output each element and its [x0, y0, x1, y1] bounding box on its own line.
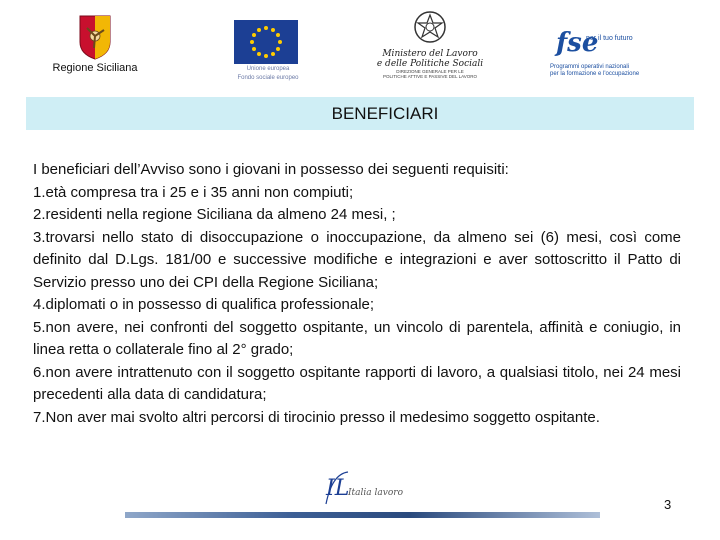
footer-logo-mark: IL	[326, 476, 350, 501]
intro-mid: in possesso dei seguenti	[280, 161, 453, 178]
fse-caption-1: Programmi operativi nazionali	[550, 64, 630, 70]
footer-divider	[125, 512, 600, 518]
fse-logo	[548, 30, 678, 85]
footer-logo-text: Italia lavoro	[348, 488, 403, 498]
fse-caption-2: per la formazione e l'occupazione	[550, 71, 640, 77]
ministry-line-2: e delle Politiche Sociali	[376, 59, 484, 69]
region-label: Regione Siciliana	[52, 62, 138, 74]
fse-tagline: per il tuo futuro	[586, 35, 633, 42]
eu-flag-icon	[234, 20, 298, 64]
logo-bar	[0, 0, 720, 95]
intro-requisiti: requisiti:	[453, 161, 509, 178]
trinacria-shield-icon	[78, 14, 112, 60]
requirement-item: 4.diplomati o in possesso di qualifica professionale;	[33, 296, 375, 313]
italian-emblem-icon	[413, 10, 447, 44]
requirement-item: 2.residenti nella regione Siciliana da almeno 24 mesi, ;	[33, 206, 396, 223]
ministry-line-3: DIREZIONE GENERALE PER LE	[396, 69, 464, 74]
requirements-text	[33, 159, 681, 429]
eu-caption-2: Fondo sociale europeo	[237, 75, 299, 81]
regione-siciliana-logo	[40, 14, 150, 92]
intro-pre: I beneficiari dell’Avviso sono i	[33, 161, 233, 178]
requirement-item: 5.non avere, nei confronti del soggetto ospitante, un vincolo di parentela, affinità e coniugio, in linea retta o collaterale fino al 2° grado;	[33, 318, 681, 358]
title-band	[26, 97, 694, 130]
requirement-item: 6.non avere intrattenuto con il soggetto ospitante rapporti di lavoro, a qualsiasi titolo, nei 24 mesi precedenti alla data di candidatura;	[33, 363, 681, 403]
italia-lavoro-logo	[318, 470, 408, 510]
ministry-line-4: POLITICHE ATTIVE E PASSIVE DEL LAVORO	[382, 74, 478, 79]
eu-logo	[228, 20, 308, 92]
intro-paragraph	[33, 159, 681, 182]
ministry-line-1: Ministero del Lavoro	[382, 49, 478, 59]
ministero-lavoro-logo	[370, 10, 490, 90]
page-number: 3	[664, 497, 672, 512]
requirement-item: 1.età compresa tra i 25 e i 35 anni non compiuti;	[33, 183, 354, 201]
requirement-item: 7.Non aver mai svolto altri percorsi di tirocinio presso il medesimo soggetto ospitante.	[33, 408, 600, 426]
fse-mark: fse	[556, 28, 599, 58]
eu-caption-1: Unione europea	[246, 66, 290, 72]
page-title: BENEFICIARI	[331, 103, 439, 123]
intro-giovani: giovani	[232, 161, 281, 178]
requirement-item: 3.trovarsi nello stato di disoccupazione o inoccupazione, da almeno sei (6) mesi, così come definito dal D.Lgs. 181/00 e successive modifiche e integrazioni e aver sottoscritto il Patto di Servizio presso uno dei CPI della Regione Siciliana;	[33, 228, 681, 291]
